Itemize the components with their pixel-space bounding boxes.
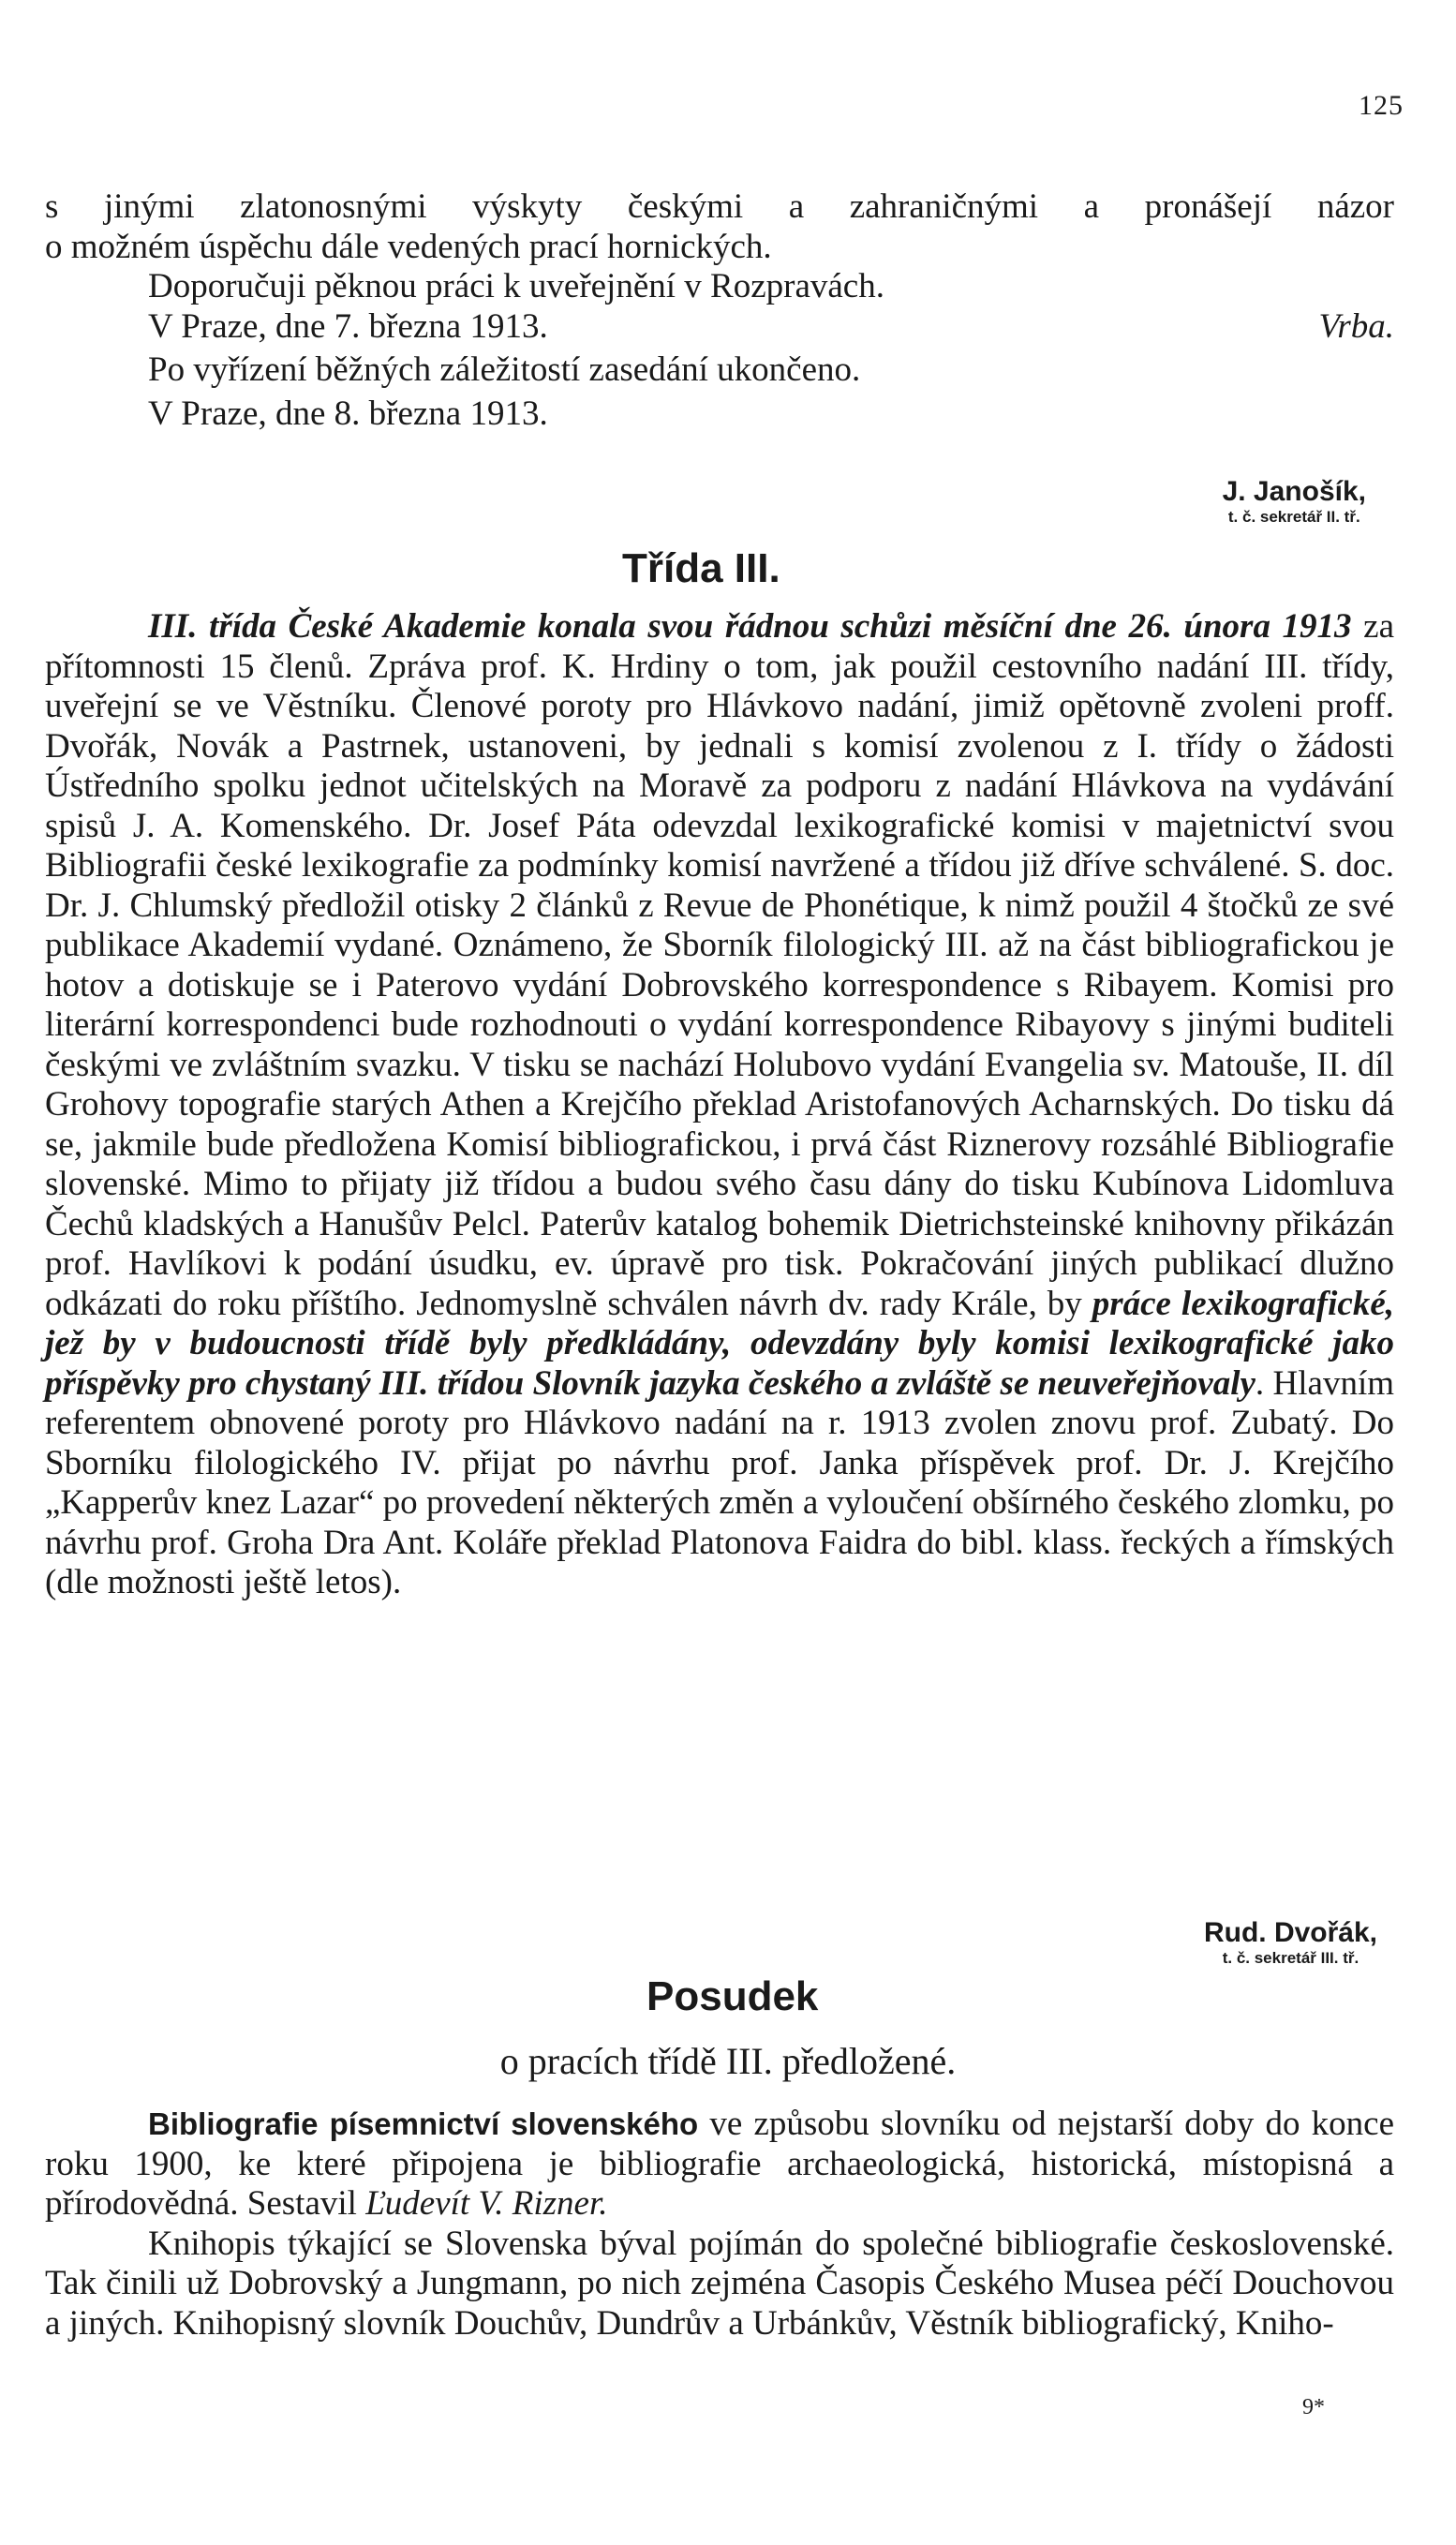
- minutes-opening: III. třída České Akademie konala svou řádnou schůzi měsíční dne 26. února 1913: [148, 607, 1352, 646]
- intro-line: o možném úspěchu dále vedených prací hornických.: [45, 227, 772, 266]
- secretary-name: Rud. Dvořák,: [1203, 1917, 1377, 1948]
- signature-block-2: [1204, 1917, 1377, 1968]
- minutes-paragraph: [45, 607, 1394, 1603]
- book-title: Bibliografie písemnictví slovenského: [148, 2106, 699, 2141]
- date-text: V Praze, dne 7. března 1913.: [148, 306, 548, 346]
- secretary-name: J. Janošík,: [1222, 476, 1366, 507]
- signature-block-1: [1223, 476, 1366, 527]
- minutes-resolution: práce lexikografické, jež by v budoucnosti třídě byly předkládány, odevzdány byly komisi lexikografické jako příspěvky pro chystaný III. třídou Slovník jazyka českého a zvláště se neuveřejňovaly: [45, 1284, 1394, 1403]
- book-description: ve způsobu slovníku od nejstarší doby do konce roku 1900, ke které připojena je bibliografie archaeologická, historická, místopisná a přírodovědná. Sestavil: [45, 2105, 1394, 2223]
- dateline-1: [45, 307, 1394, 348]
- review-heading: Posudek: [646, 1973, 819, 2019]
- section-heading: Třída III.: [622, 545, 780, 591]
- review-entry: [45, 2105, 1394, 2225]
- minutes-text: za přítomnosti 15 členů. Zpráva prof. K. Hrdiny o tom, jak použil cestovního nadání III. třídy, uveřejní se ve Věstníku. Členové poroty pro Hlávkovo nadání, jimiž opětovně zvoleni proff. Dvořák, Novák a Pastrnek, ustanoveni, by jednali s komisí zvolenou z I. třídy o žádosti Ústředního spolku jednot učitelských na Moravě za podporu z nadání Hlávkova na vydávání spisů J. A. Komenského. Dr. Josef Páta odevzdal lexikografické komisi v majetnictví svou Bibliografii české lexikografie za podmínky komisí navržené a třídou již dříve schválené. S. doc. Dr. J. Chlumský předložil otisky 2 článků z Revue de Phonétique, k nimž použil 4 štočků ze své publikace Akademií vydané. Oznámeno, že Sborník filologický III. až na část bibliografickou je hotov a dotiskuje se i Paterovo vydání Dobrovského korrespondence s Ribayem. Komisi pro literární korrespondenci bude rozhodnouti o vydání korrespondence Ribayovy s jinými buditeli českými ve zvláštním svazku. V tisku se nachází Holubovo vydání Evangelia sv. Matouše, II. díl Grohovy topografie starých Athen a Krejčího překlad Aristofanových Acharnských. Do tisku dá se, jakmile bude předložena Komisí bibliografickou, i prvá část Riznerovy rozsáhlé Bibliografie slovenské. Mimo to přijaty již třídou a budou svého času dány do tisku Kubínova Lidomluva Čechů kladských a Hanušův Pelcl. Paterův katalog bohemik Dietrichsteinské knihovny přikázán prof. Havlíkovi k podání úsudku, ev. úpravě pro tisk. Pokračování jiných publikací dlužno odkázati do roku příštího. Jednomyslně schválen návrh dv. rady Krále, by: [45, 607, 1394, 1323]
- intro-recommendation: Doporučuji pěknou práci k uveřejnění v Rozpravách.: [148, 267, 884, 305]
- signature-mark: 9*: [1302, 2395, 1325, 2419]
- dateline-2: V Praze, dne 8. března 1913.: [148, 394, 548, 433]
- intro-section: [45, 187, 1394, 434]
- author-name: Vrba.: [1318, 306, 1394, 346]
- review-subheading: o pracích třídě III. předložené.: [499, 2040, 957, 2082]
- book-author: Ľudevít V. Rizner.: [365, 2184, 608, 2223]
- review-paragraph: Knihopis týkající se Slovenska býval pojímán do společné bibliografie československé. Tak činili už Dobrovský a Jungmann, po nich zejména Časopis Českého Musea péčí Douchovou a jiných. Knihopisný slovník Douchův, Dundrův a Urbánkův, Věstník bibliografický, Kniho-: [45, 2224, 1394, 2343]
- page-number: 125: [1359, 90, 1404, 121]
- minutes-section: [45, 607, 1394, 1603]
- minutes-ending: . Hlavním referentem obnovené poroty pro Hlávkovo nadání na r. 1913 zvolen znovu prof. Zubatý. Do Sborníku filologického IV. přijat po návrhu prof. Janka příspěvek prof. Dr. J. Krejčího „Kapperův knez Lazar“ po provedení některých změn a vyloučení obšírného českého zlomku, po návrhu prof. Groha Dra Ant. Koláře překlad Platonova Faidra do bibl. klass. řeckých a římských (dle možnosti ještě letos).: [45, 1363, 1395, 1601]
- review-section: [45, 2105, 1394, 2344]
- session-closed: Po vyřízení běžných záležitostí zasedání ukončeno.: [148, 350, 861, 389]
- secretary-role: t. č. sekretář II. tř.: [1227, 508, 1360, 526]
- secretary-role: t. č. sekretář III. tř.: [1222, 1949, 1359, 1967]
- intro-line: s jinými zlatonosnými výskyty českými a zahraničnými a pronášejí názor: [45, 187, 1394, 226]
